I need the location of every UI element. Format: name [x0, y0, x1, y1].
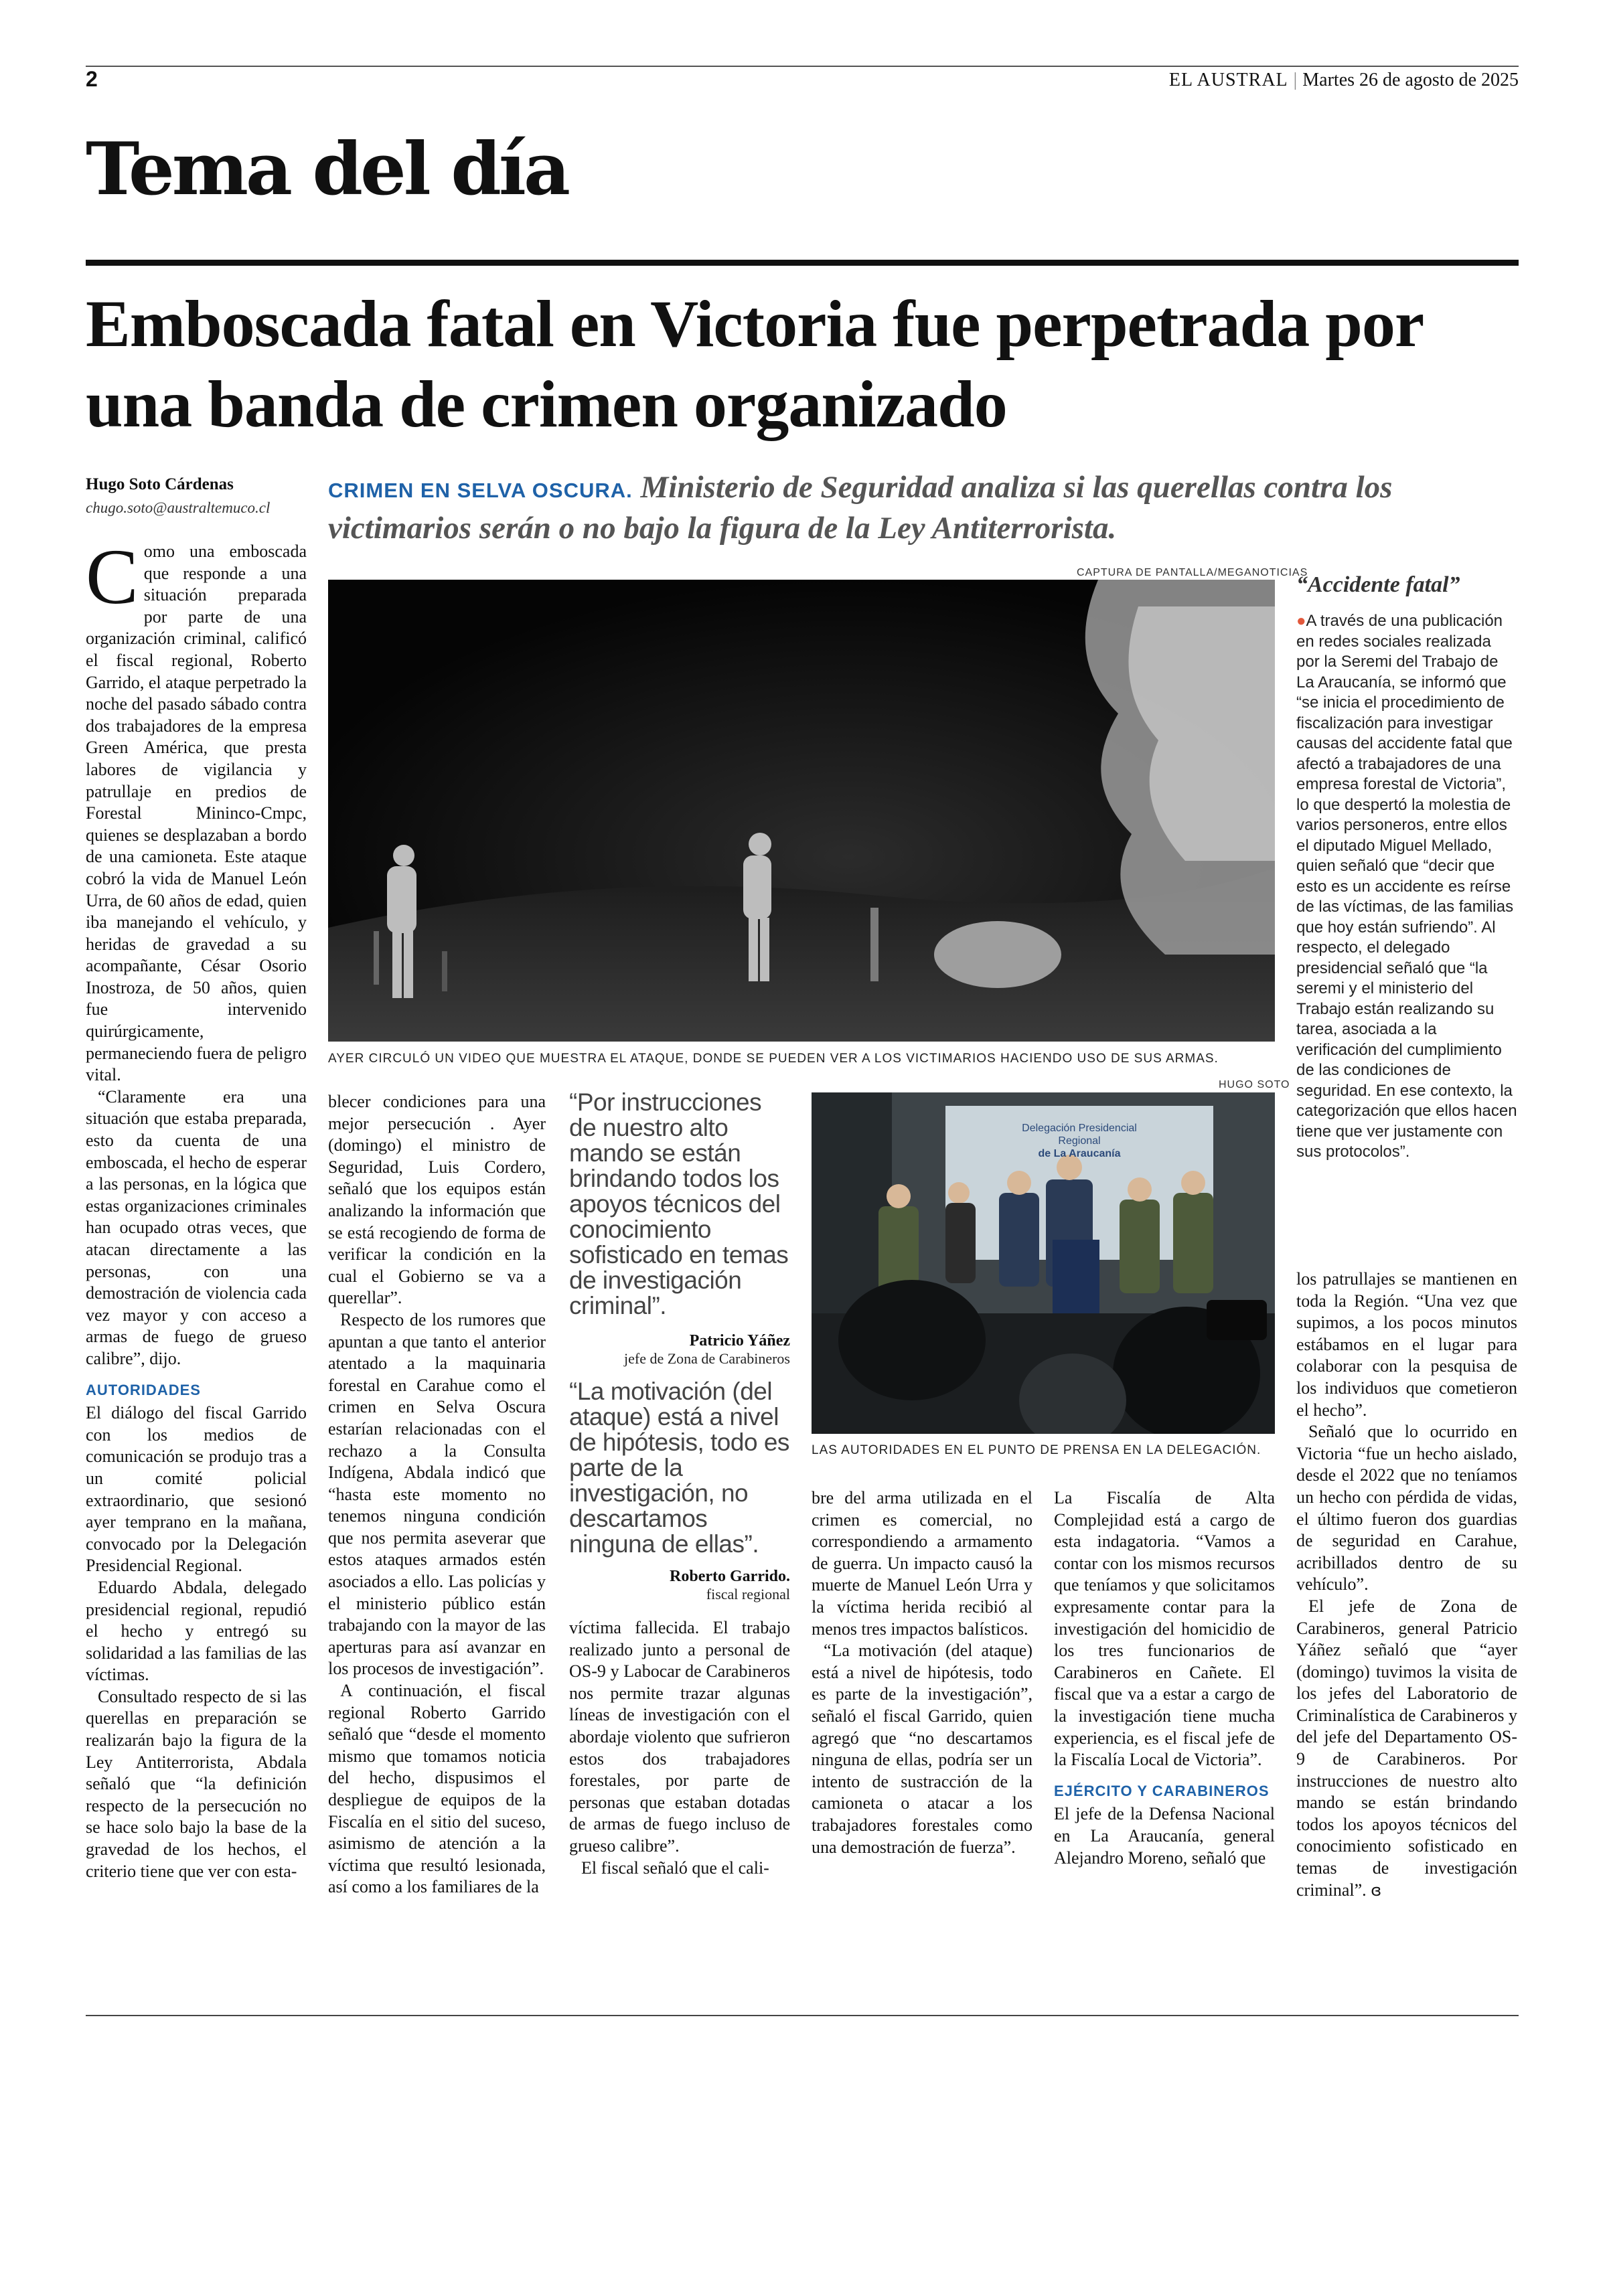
paragraph: El jefe de la Defensa Nacional en La Araucanía, general Alejandro Moreno, señaló que: [1054, 1804, 1275, 1868]
top-rule: [86, 66, 1519, 67]
sign-line-1: Delegación Presidencial Regional: [1022, 1123, 1137, 1147]
dateline: [1169, 70, 1519, 91]
dateline-separator: |: [1293, 70, 1298, 90]
paragraph: El fiscal señaló que el cali-: [581, 1858, 769, 1878]
paragraph: El diálogo del fiscal Garrido con los medios de comunicación se produjo tras a un comité policial extraordinario, que sesionó ayer temprano en la mañana, convocado por la Delegación Presidencial Regional.: [86, 1403, 307, 1576]
delegacion-sign: [1006, 1122, 1153, 1160]
publication-name: EL AUSTRAL: [1168, 70, 1288, 90]
subhead-ejercito: EJÉRCITO Y CARABINEROS: [1054, 1782, 1270, 1799]
bottom-rule: [86, 2015, 1519, 2016]
pull-quote-author: Patricio Yáñez: [689, 1332, 790, 1349]
article-column-6: [1296, 1268, 1517, 1901]
paragraph: El jefe de Zona de Carabineros, general Patricio Yáñez señaló que “ayer (domingo) tuvimos la visita de los jefes del Laboratorio de Criminalística de Carabineros y del jefe del Departamento OS-9 de Carabineros. Por instrucciones de nuestro alto mando se están brindando todos los apoyos técnicos del conocimiento sofisticado en temas de investigación criminal”. ɞ: [1296, 1596, 1517, 1900]
sidebar-title: “Accidente fatal”: [1296, 572, 1460, 597]
paragraph: Consultado respecto de si las querellas en preparación se realizarán bajo la figura de la Ley Antiterrorista, Abdala señaló que “la definición respecto de la persecución no se hace solo bajo la base de la gravedad de los hechos, el criterio tiene que ver con esta-: [86, 1686, 307, 1881]
sidebar-box: [1296, 572, 1517, 1163]
photo2-caption: LAS AUTORIDADES EN EL PUNTO DE PRENSA EN LA DELEGACIÓN.: [812, 1443, 1261, 1457]
end-mark-icon: ɞ: [1371, 1880, 1382, 1900]
kicker-tag: CRIMEN EN SELVA OSCURA.: [328, 479, 633, 502]
pull-quote-role: jefe de Zona de Carabineros: [624, 1350, 790, 1367]
press-conference-photo: [812, 1092, 1275, 1434]
kicker-text: Ministerio de Seguridad analiza si las querellas contra los victimarios serán o no bajo la figura de la Ley Antiterrorista.: [328, 470, 1393, 546]
photo1-credit: CAPTURA DE PANTALLA/MEGANOTICIAS: [1077, 567, 1308, 578]
article-column-1: [86, 533, 307, 1882]
paragraph: bre del arma utilizada en el crimen es comercial, no correspondiendo a armamento de guerra. Un impacto causó la muerte de Manuel León Urra y la víctima herida recibió al menos tres impactos balísticos.: [812, 1488, 1032, 1639]
sign-line-2: de La Araucanía: [1038, 1148, 1121, 1159]
photo1-caption: AYER CIRCULÓ UN VIDEO QUE MUESTRA EL ATAQUE, DONDE SE PUEDEN VER A LOS VICTIMARIOS HACIENDO USO DE SUS ARMAS.: [328, 1052, 1219, 1066]
pull-quote-2: [569, 1379, 790, 1603]
publication-date: Martes 26 de agosto de 2025: [1302, 70, 1519, 90]
drop-cap: C: [86, 533, 139, 621]
bullet-icon: ●: [1296, 612, 1306, 630]
photo2-credit: HUGO SOTO: [1219, 1079, 1290, 1090]
paragraph: blecer condiciones para una mejor persecución . Ayer (domingo) el ministro de Seguridad, Luis Cordero, señaló que los equipos están analizando la información que se está recogiendo de forma de verificar la condición en la cual el Gobierno se va a querellar”.: [328, 1092, 546, 1308]
kicker: [328, 469, 1520, 547]
paragraph: “La motivación (del ataque) está a nivel de hipótesis, todo es parte de la investigación”, señaló el fiscal Garrido, quien agregó que “no descartamos ninguna de ellas, podría ser un intento de sustracción de la camioneta o atacar a los trabajadores forestales como una demostración de fuerza”.: [812, 1641, 1032, 1857]
headline: Emboscada fatal en Victoria fue perpetrada por una banda de crimen organizado: [86, 286, 1423, 441]
article-column-2: [328, 1091, 546, 1898]
article-column-4: [812, 1487, 1032, 1858]
pull-quote-role: fiscal regional: [706, 1586, 790, 1603]
paragraph: La Fiscalía de Alta Complejidad está a cargo de esta indagatoria. “Vamos a contar con los mismos recursos que teníamos y que solicitamos expresamente contar para la investigación del homicidio de los tres funcionarios de Carabineros en Cañete. El fiscal que va a estar a cargo de la investigación tiene mucha experiencia, es el fiscal jefe de la Fiscalía Local de Victoria”.: [1054, 1488, 1275, 1770]
pull-quote-text: “Por instrucciones de nuestro alto mando se están brindando todos los apoyos técnicos del conocimiento sofisticado en temas de investigación criminal”.: [569, 1088, 789, 1319]
author-email[interactable]: chugo.soto@australtemuco.cl: [86, 499, 271, 516]
paragraph: “Claramente era una situación que estaba preparada, esto da cuenta de una emboscada, el hecho de esperar a las personas, en la lógica que estas organizaciones criminales han ocupado otras veces, que atacan directamente a las personas, con una demostración de violencia cada vez mayor y con acceso a armas de fuego de grueso calibre”, dijo.: [86, 1086, 307, 1368]
byline: Hugo Soto Cárdenas: [86, 475, 234, 493]
attack-video-photo: [328, 580, 1275, 1042]
paragraph: los patrullajes se mantienen en toda la Región. “Una vez que supimos, a los pocos minutos estábamos en el lugar para colaborar con la pesquisa de los individuos que cometieron el hecho”.: [1296, 1269, 1517, 1420]
page-number: 2: [86, 67, 98, 91]
paragraph: Respecto de los rumores que apuntan a que tanto el anterior atentado a la maquinaria forestal en Carahue como el crimen en Selva Oscura estarían relacionadas con el rechazo a la Consulta Indígena, Abdala indicó que “hasta este momento no tenemos ninguna condición que nos permita aseverar que estos ataques armados estén asociados a ello. Las policías y el ministerio público están trabajando con la mayor de las aperturas para así avanzar en los procesos de investigación”.: [328, 1309, 546, 1679]
article-column-3: [569, 1617, 790, 1879]
section-rule: [86, 260, 1519, 266]
section-title: Tema del día: [86, 127, 568, 212]
pull-quote-text: “La motivación (del ataque) está a nivel de hipótesis, todo es parte de la investigación, no descartamos ninguna de ellas”.: [569, 1378, 789, 1558]
paragraph: Como una emboscada que responde a una situación preparada por parte de una organización criminal, calificó el fiscal regional, Roberto Garrido, el ataque perpetrado la noche del pasado sábado contra dos trabajadores de la empresa Green América, que presta labores de vigilancia y patrullaje en predios de Forestal Mininco-Cmpc, quienes se desplazaban a bordo de una camioneta. Este ataque cobró la vida de Manuel León Urra, de 60 años de edad, quien iba manejando el vehículo, y heridas de gravedad a su acompañante, César Osorio Inostroza, de 50 años, quien fue intervenido quirúrgicamente, permaneciendo fuera de peligro vital.: [86, 533, 307, 1085]
pull-quote-1: [569, 1090, 790, 1368]
subhead-autoridades: AUTORIDADES: [86, 1381, 201, 1398]
paragraph: A continuación, el fiscal regional Roberto Garrido señaló que “desde el momento mismo que tomamos noticia del hecho, dispusimos el despliegue de equipos de la Fiscalía en el sitio del suceso, asimismo de atención a la víctima que resultó lesionada, así como a los familiares de la: [328, 1681, 546, 1897]
night-scene-illustration: [328, 580, 1275, 1042]
paragraph: Señaló que lo ocurrido en Victoria “fue un hecho aislado, desde el 2022 que no teníamos un hecho con pérdida de vidas, el último fueron dos guardias de seguridad en Carahue, acribillados dentro de su vehículo”.: [1296, 1422, 1517, 1594]
pull-quote-author: Roberto Garrido.: [670, 1568, 790, 1585]
paragraph: víctima fallecida. El trabajo realizado junto a personal de OS-9 y Labocar de Carabineros nos permite trazar algunas líneas de investigación con el abordaje violento que sufrieron estos dos trabajadores forestales, por parte de personas que estaban dotadas de armas de fuego incluso de grueso calibre”.: [569, 1618, 790, 1856]
sidebar-text: ●A través de una publicación en redes sociales realizada por la Seremi del Trabajo de La Araucanía, se informó que “se inicia el procedimiento de fiscalización para investigar causas del accidente fatal que afectó a trabajadores de una empresa forestal de Victoria”, lo que despertó la molestia de varios personeros, entre ellos el diputado Miguel Mellado, quien señaló que “decir que esto es un accidente es reírse de las víctimas, de las familias que hoy están sufriendo”. Al respecto, el delegado presidencial señaló que “la seremi y el ministerio del Trabajo están realizando su tarea, asociada a la verificación del cumplimiento de las condiciones de seguridad. En ese contexto, la categorización que ellos hacen tiene que ver justamente con sus protocolos”.: [1296, 612, 1517, 1161]
paragraph: Eduardo Abdala, delegado presidencial regional, repudió el hecho y entregó su solidaridad a las familias de las víctimas.: [86, 1577, 307, 1685]
article-column-5: [1054, 1487, 1275, 1869]
